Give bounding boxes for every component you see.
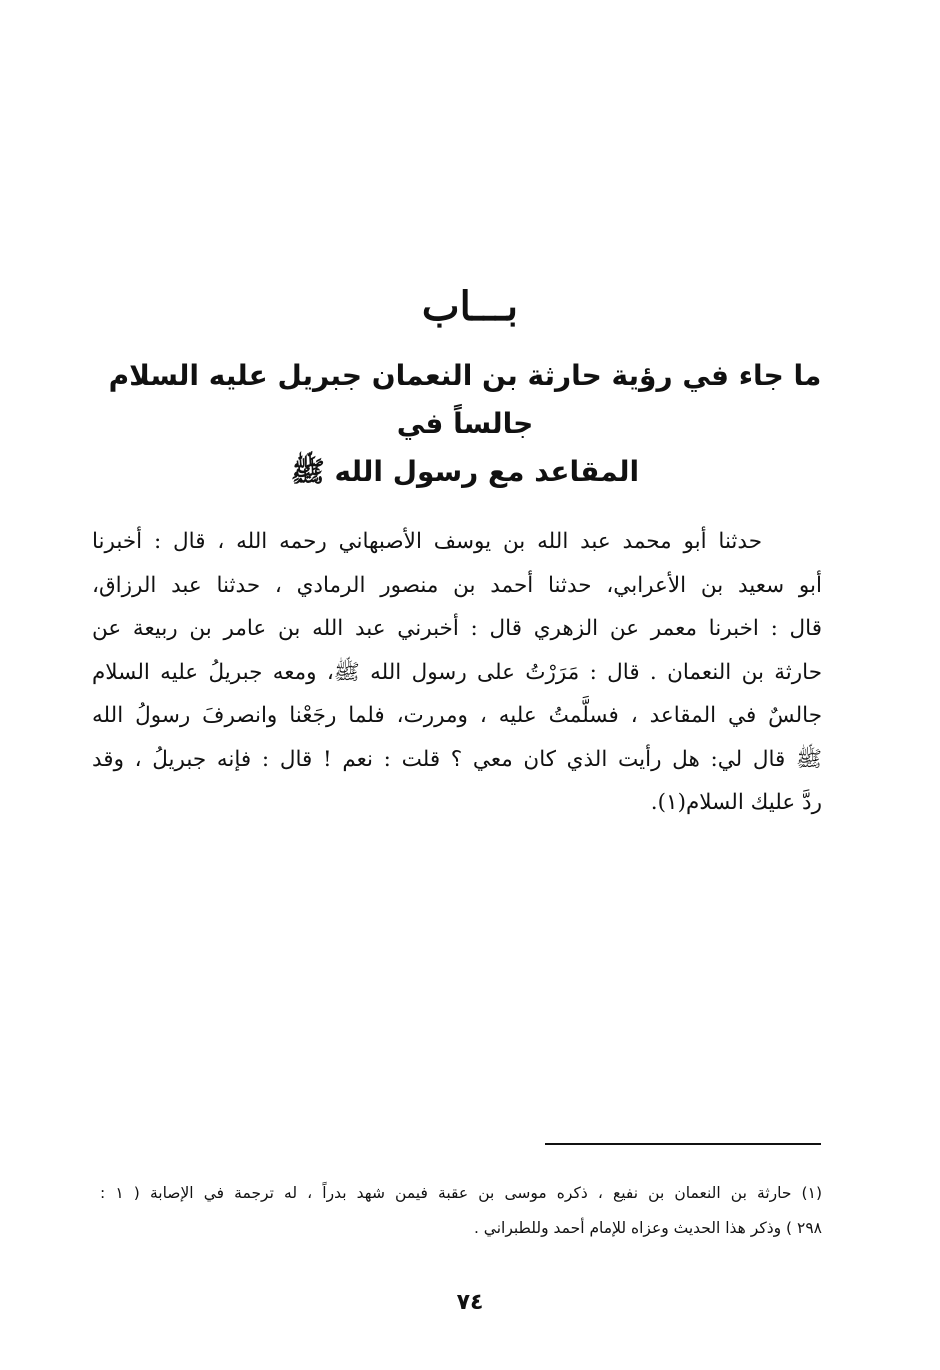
page-number: ٧٤: [456, 1290, 484, 1315]
text-line: ﷺ قال لي: هل رأيت الذي كان معي ؟ قلت : نعم ! قال : فإنه جبريلُ ، وقد: [92, 746, 822, 772]
text-line: حدثنا أبو محمد عبد الله بن يوسف الأصبهاني رحمه الله ، قال : أخبرنا: [92, 529, 762, 554]
footnote-line: ٢٩٨ ) وذكر هذا الحديث وعزاه للإمام أحمد وللطبراني .: [473, 1219, 822, 1237]
text-line: أبو سعيد بن الأعرابي، حدثنا أحمد بن منصور الرمادي ، حدثنا عبد الرزاق،: [92, 572, 822, 598]
chapter-title-line: المقاعد مع رسول الله ﷺ: [290, 455, 640, 488]
footnotes: [100, 1176, 822, 1246]
text-line: حارثة بن النعمان . قال : مَرَرْتُ على رسول الله ﷺ، ومعه جبريلُ عليه السلام: [92, 659, 822, 685]
footnote-line: (١) حارثة بن النعمان بن نفيع ، ذكره موسى بن عقبة فيمن شهد بدراً ، له ترجمة في الإصابة ( ١ :: [100, 1184, 822, 1202]
text-line: جالسٌ في المقاعد ، فسلَّمتُ عليه ، ومررت، فلما رجَعْنا وانصرفَ رسولُ الله: [92, 703, 822, 728]
text-line: ردَّ عليك السلام(١).: [650, 790, 822, 815]
footnote-divider: [545, 1143, 821, 1145]
chapter-title-line: ما جاء في رؤية حارثة بن النعمان جبريل عليه السلام جالساً في: [108, 359, 822, 440]
hadith-text: [92, 520, 822, 825]
chapter-heading: بـــاب: [421, 283, 519, 330]
chapter-title: [100, 352, 830, 496]
text-line: قال : اخبرنا معمر عن الزهري قال : أخبرني عبد الله بن عامر بن ربيعة عن: [92, 616, 822, 641]
